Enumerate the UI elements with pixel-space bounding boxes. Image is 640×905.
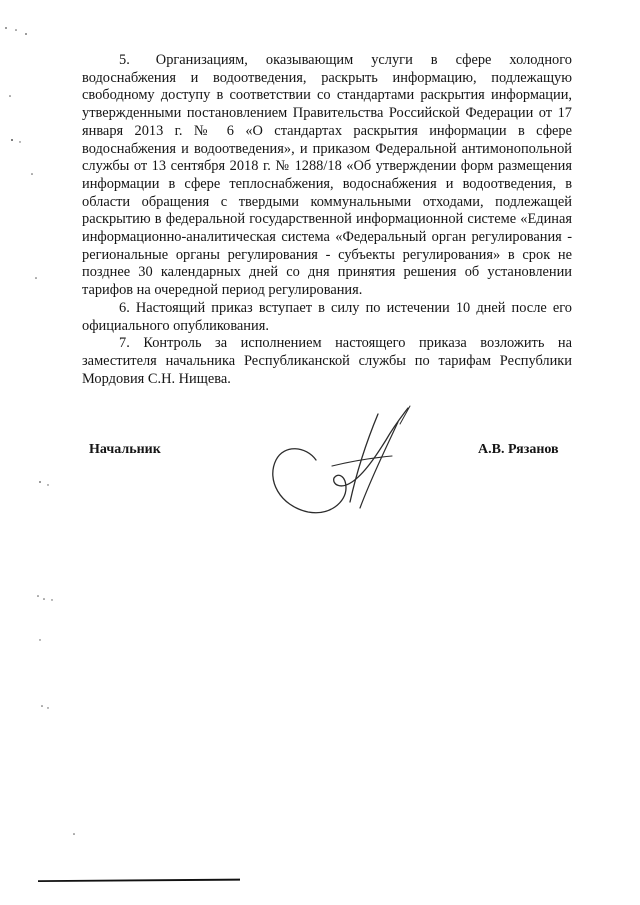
paragraph-5-text: Организациям, оказывающим услуги в сфере холодного водоснабжения и водоотведения, раскрыть информацию, подлежащую свободному доступу в соответствии со стандартами раскрытия информации, утвержденными постановлением Правительства Российской Федерации от 17 января 2013 г. № 6 «О стандартах раскрытия информации в сфере водоснабжения и водоотведения», и приказом Федеральной антимонопольной службы от 13 сентября 2018 г. № 1288/18 «Об утверждении форм размещения информации в сфере теплоснабжения, водоснабжения и водоотведения, в области обращения с твердыми коммунальными отходами, подлежащей раскрытию в федеральной государственной информационной системе «Единая информационно-аналитическая система «Федеральный орган регулирования - региональные органы регулирования - субъекты регулирования» в срок не позднее 30 календарных дней со дня принятия решения об установлении тарифов на очередной период регулирования. [82,52,572,299]
signatory-name: А.В. Рязанов [478,442,559,457]
paragraph-6: 6. Настоящий приказ вступает в силу по истечении 10 дней после его официального опубликования. [82,299,572,334]
paragraph-7: 7. Контроль за исполнением настоящего приказа возложить на заместителя начальника Республиканской службы по тарифам Республики Мордовия С.Н. Нищева. [82,335,572,387]
paragraph-5-number: 5. [119,52,130,68]
footer-rule [38,877,240,882]
position-title: Начальник [89,442,161,457]
